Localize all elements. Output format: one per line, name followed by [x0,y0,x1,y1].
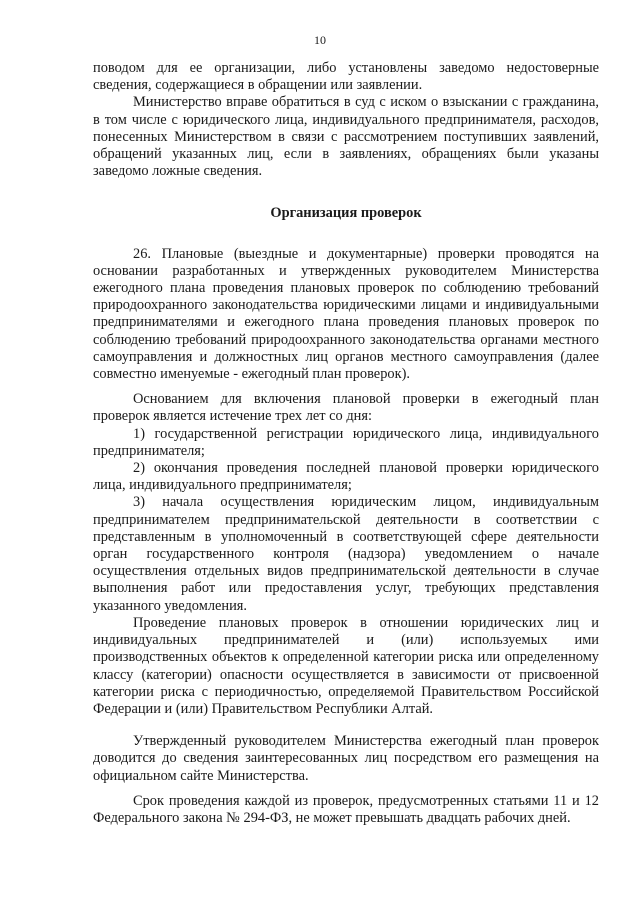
paragraph-26-planned-inspections: 26. Плановые (выездные и документарные) проверки проводятся на основании разработанных и утвержденных руководителем Министерства ежегодного плана проведения плановых проверок по соблюдению требований природоохранного законодательства юридическими лицами и индивидуальными предпринимателями и ежегодного плана проведения плановых проверок по соблюдению требований природоохранного законодательства органами местного самоуправления и должностных лиц органов местного самоуправления (далее совместно именуемые - ежегодный план проверок). [93,245,599,383]
paragraph-risk-category: Проведение плановых проверок в отношении юридических лиц и индивидуальных предпринимателей и (или) используемых ими производственных объектов к определенной категории риска или определенному классу (категории) опасности осуществляется в зависимости от присвоенной категории риска с периодичностью, определяемой Правительством Российской Федерации и (или) Правительством Республики Алтай. [93,614,599,717]
page-number: 10 [314,33,326,47]
list-item-2: 2) окончания проведения последней плановой проверки юридического лица, индивидуального предпринимателя; [93,460,599,494]
paragraph-inclusion-basis: Основанием для включения плановой проверки в ежегодный план проверок является истечение трех лет со дня: [93,391,599,425]
section-heading: Организация проверок [270,205,422,222]
paragraph-inspection-duration: Срок проведения каждой из проверок, предусмотренных статьями 11 и 12 Федерального закона № 294-ФЗ, не может превышать двадцать рабочих дней. [93,792,599,826]
paragraph-ministry-court: Министерство вправе обратиться в суд с иском о взыскании с гражданина, в том числе с юридического лица, индивидуального предпринимателя, расходов, понесенных Министерством в связи с рассмотрением поступивших заявлений, обращений указанных лиц, если в заявлениях, обращениях были указаны заведомо ложные сведения. [93,94,599,180]
list-item-1: 1) государственной регистрации юридического лица, индивидуального предпринимателя; [93,425,599,459]
list-item-3: 3) начала осуществления юридическим лицом, индивидуальным предпринимателем предпринимательской деятельности в соответствии с представленным в уполномоченный в соответствующей сфере деятельности орган государственного контроля (надзора) уведомлением о начале осуществления отдельных видов предпринимательской деятельности в случае выполнения работ или предоставления услуг, требующих представления указанного уведомления. [93,494,599,614]
document-body [93,60,599,827]
paragraph-plan-publication: Утвержденный руководителем Министерства ежегодный план проверок доводится до сведения заинтересованных лиц посредством его размещения на официальном сайте Министерства. [93,733,599,784]
paragraph-continuation: поводом для ее организации, либо установлены заведомо недостоверные сведения, содержащиеся в обращении или заявлении. [93,60,599,94]
